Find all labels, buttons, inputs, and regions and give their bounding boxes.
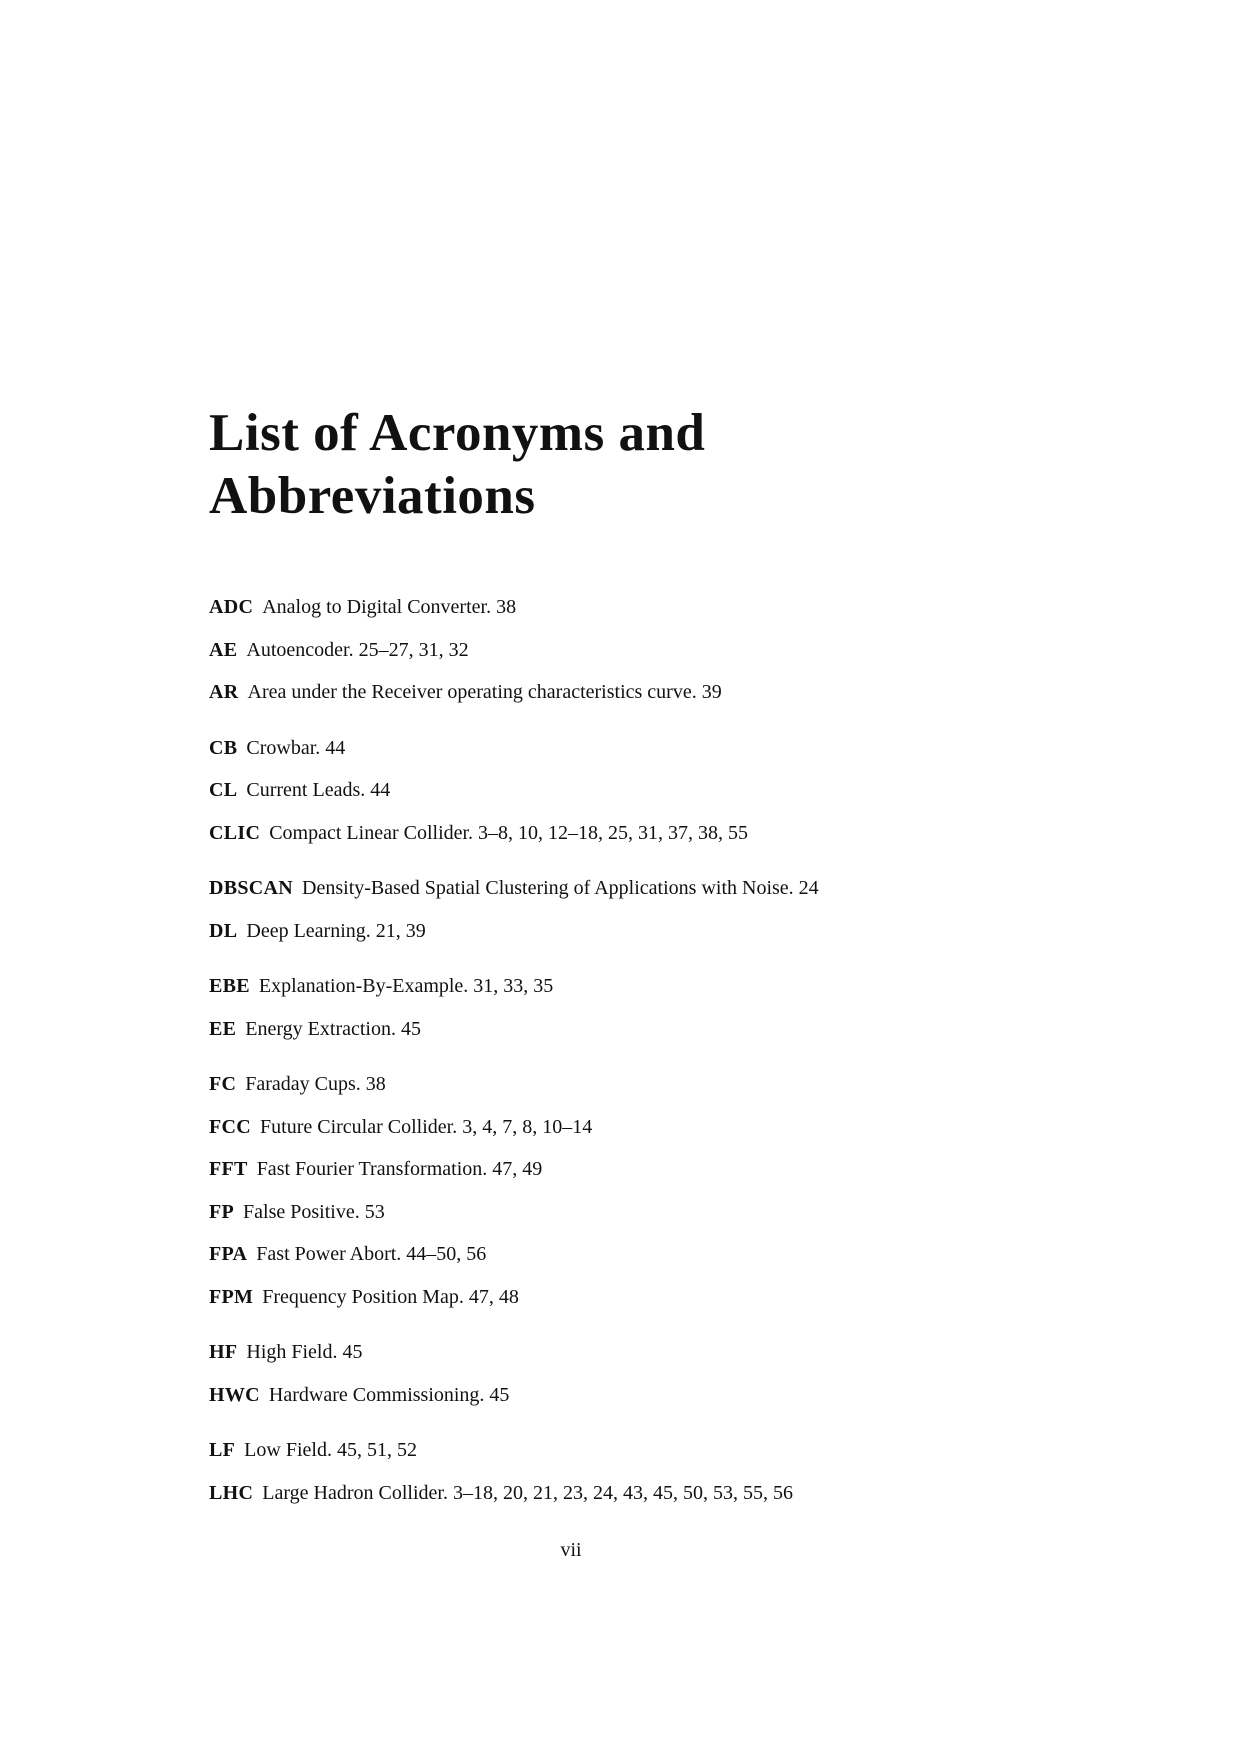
acronym-term: LF	[209, 1439, 236, 1461]
acronym-definition: Density-Based Spatial Clustering of Applications with Noise. 24	[302, 877, 819, 899]
acronym-term: FCC	[209, 1115, 252, 1138]
acronym-term: FC	[209, 1073, 237, 1095]
acronym-definition: Fast Fourier Transformation. 47, 49	[256, 1158, 543, 1180]
acronym-definition: False Positive. 53	[243, 1200, 385, 1223]
page-number: vii	[560, 1539, 582, 1561]
acronym-term: EE	[209, 1017, 237, 1040]
acronym-term: FFT	[209, 1158, 248, 1180]
acronym-entry	[209, 1073, 1109, 1116]
acronym-list	[209, 596, 1109, 1537]
acronym-definition: Low Field. 45, 51, 52	[244, 1439, 417, 1461]
acronym-entry	[209, 779, 1109, 822]
acronym-term: AR	[209, 681, 239, 703]
acronym-definition: High Field. 45	[246, 1341, 363, 1363]
acronym-term: LHC	[209, 1481, 254, 1504]
acronym-term: FP	[209, 1200, 235, 1223]
acronym-term: CL	[209, 779, 238, 801]
acronym-entry	[209, 1341, 1109, 1384]
acronym-entry	[209, 1158, 1109, 1201]
acronym-entry	[209, 920, 1109, 963]
acronym-entry	[209, 681, 1109, 724]
acronym-definition: Large Hadron Collider. 3–18, 20, 21, 23, 24, 43, 45, 50, 53, 55, 56	[262, 1481, 793, 1504]
acronym-entry	[209, 1201, 1109, 1244]
acronym-entry	[209, 596, 1109, 639]
acronym-entry	[209, 1482, 1109, 1525]
acronym-term: CLIC	[209, 821, 261, 844]
acronym-group-e	[209, 975, 1109, 1060]
acronym-definition: Compact Linear Collider. 3–8, 10, 12–18, 25, 31, 37, 38, 55	[269, 821, 749, 844]
acronym-term: AE	[209, 638, 238, 661]
acronym-term: EBE	[209, 975, 250, 997]
acronym-entry	[209, 1116, 1109, 1159]
acronym-definition: Hardware Commissioning. 45	[268, 1383, 510, 1406]
acronym-group-f	[209, 1073, 1109, 1328]
acronym-definition: Fast Power Abort. 44–50, 56	[256, 1243, 487, 1265]
acronym-entry	[209, 822, 1109, 865]
acronym-definition: Current Leads. 44	[246, 779, 391, 801]
acronym-entry	[209, 877, 1109, 920]
acronym-definition: Crowbar. 44	[246, 736, 346, 759]
acronym-term: ADC	[209, 596, 254, 618]
acronym-term: HWC	[209, 1383, 260, 1406]
acronym-entry	[209, 1286, 1109, 1329]
acronym-entry	[209, 1018, 1109, 1061]
acronym-definition: Area under the Receiver operating characteristics curve. 39	[247, 681, 722, 703]
acronym-entry	[209, 1384, 1109, 1427]
acronym-group-l	[209, 1439, 1109, 1524]
acronym-entry	[209, 1243, 1109, 1286]
acronym-definition: Faraday Cups. 38	[245, 1073, 386, 1095]
acronym-definition: Energy Extraction. 45	[245, 1017, 421, 1040]
acronym-term: DBSCAN	[209, 877, 294, 899]
acronym-entry	[209, 737, 1109, 780]
acronym-term: FPA	[209, 1243, 248, 1265]
acronym-group-h	[209, 1341, 1109, 1426]
acronym-definition: Analog to Digital Converter. 38	[262, 596, 517, 618]
acronym-definition: Frequency Position Map. 47, 48	[262, 1285, 519, 1308]
acronym-term: DL	[209, 919, 238, 942]
acronym-entry	[209, 1439, 1109, 1482]
acronym-definition: Autoencoder. 25–27, 31, 32	[246, 638, 469, 661]
acronym-definition: Deep Learning. 21, 39	[246, 919, 426, 942]
chapter-title: List of Acronyms and Abbreviations	[209, 404, 706, 525]
acronym-entry	[209, 975, 1109, 1018]
acronym-term: FPM	[209, 1285, 254, 1308]
acronym-term: CB	[209, 736, 238, 759]
acronym-group-c	[209, 737, 1109, 865]
acronym-group-d	[209, 877, 1109, 962]
acronym-definition: Explanation-By-Example. 31, 33, 35	[258, 975, 554, 997]
acronym-entry	[209, 639, 1109, 682]
acronym-term: HF	[209, 1341, 238, 1363]
acronym-group-a	[209, 596, 1109, 724]
acronym-definition: Future Circular Collider. 3, 4, 7, 8, 10–14	[260, 1115, 593, 1138]
